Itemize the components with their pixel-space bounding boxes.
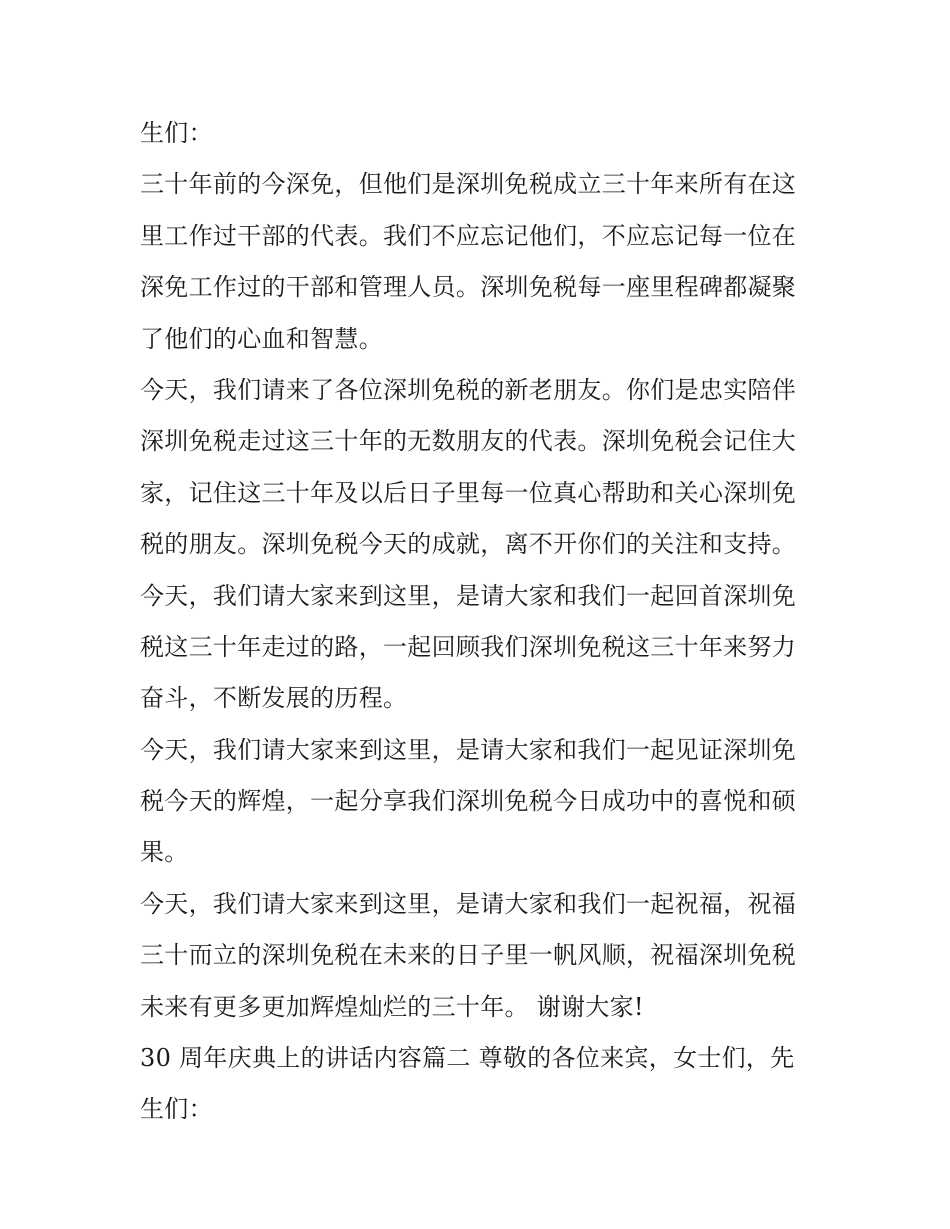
document-body bbox=[140, 108, 820, 1136]
text-line: 奋斗，不断发展的历程。 bbox=[140, 684, 408, 713]
text-line: 深免工作过的干部和管理人员。深圳免税每一座里程碑都凝聚 bbox=[140, 273, 797, 302]
text-line: 深圳免税走过这三十年的无数朋友的代表。深圳免税会记住大 bbox=[140, 427, 797, 456]
text-line: 果。 bbox=[140, 838, 189, 867]
text-line: 税这三十年走过的路，一起回顾我们深圳免税这三十年来努力 bbox=[140, 632, 797, 661]
text-line: 今天，我们请大家来到这里，是请大家和我们一起回首深圳免 bbox=[140, 581, 797, 610]
text-line: 生们： bbox=[140, 119, 213, 147]
text-line: 生们： bbox=[140, 1095, 213, 1124]
text-line: 三十年前的今深免，但他们是深圳免税成立三十年来所有在这 bbox=[140, 170, 797, 199]
text-line: 三十而立的深圳免税在未来的日子里一帆风顺，祝福深圳免税 bbox=[140, 941, 797, 970]
text-line: 税今天的辉煌，一起分享我们深圳免税今日成功中的喜悦和硕 bbox=[140, 787, 797, 816]
text-line: 里工作过干部的代表。我们不应忘记他们，不应忘记每一位在 bbox=[140, 221, 797, 250]
text-line: 今天，我们请来了各位深圳免税的新老朋友。你们是忠实陪伴 bbox=[140, 375, 797, 404]
text-line: 未来有更多更加辉煌灿烂的三十年。 谢谢大家! bbox=[140, 992, 644, 1021]
text-line: 今天，我们请大家来到这里，是请大家和我们一起见证深圳免 bbox=[140, 735, 797, 764]
text-line: 30 周年庆典上的讲话内容篇二 尊敬的各位来宾，女士们，先 bbox=[140, 1044, 795, 1073]
text-line: 今天，我们请大家来到这里，是请大家和我们一起祝福，祝福 bbox=[140, 889, 797, 918]
text-line: 了他们的心血和智慧。 bbox=[140, 324, 383, 353]
text-line: 家，记住这三十年及以后日子里每一位真心帮助和关心深圳免 bbox=[140, 478, 797, 507]
text-line: 税的朋友。深圳免税今天的成就，离不开你们的关注和支持。 bbox=[140, 530, 797, 559]
